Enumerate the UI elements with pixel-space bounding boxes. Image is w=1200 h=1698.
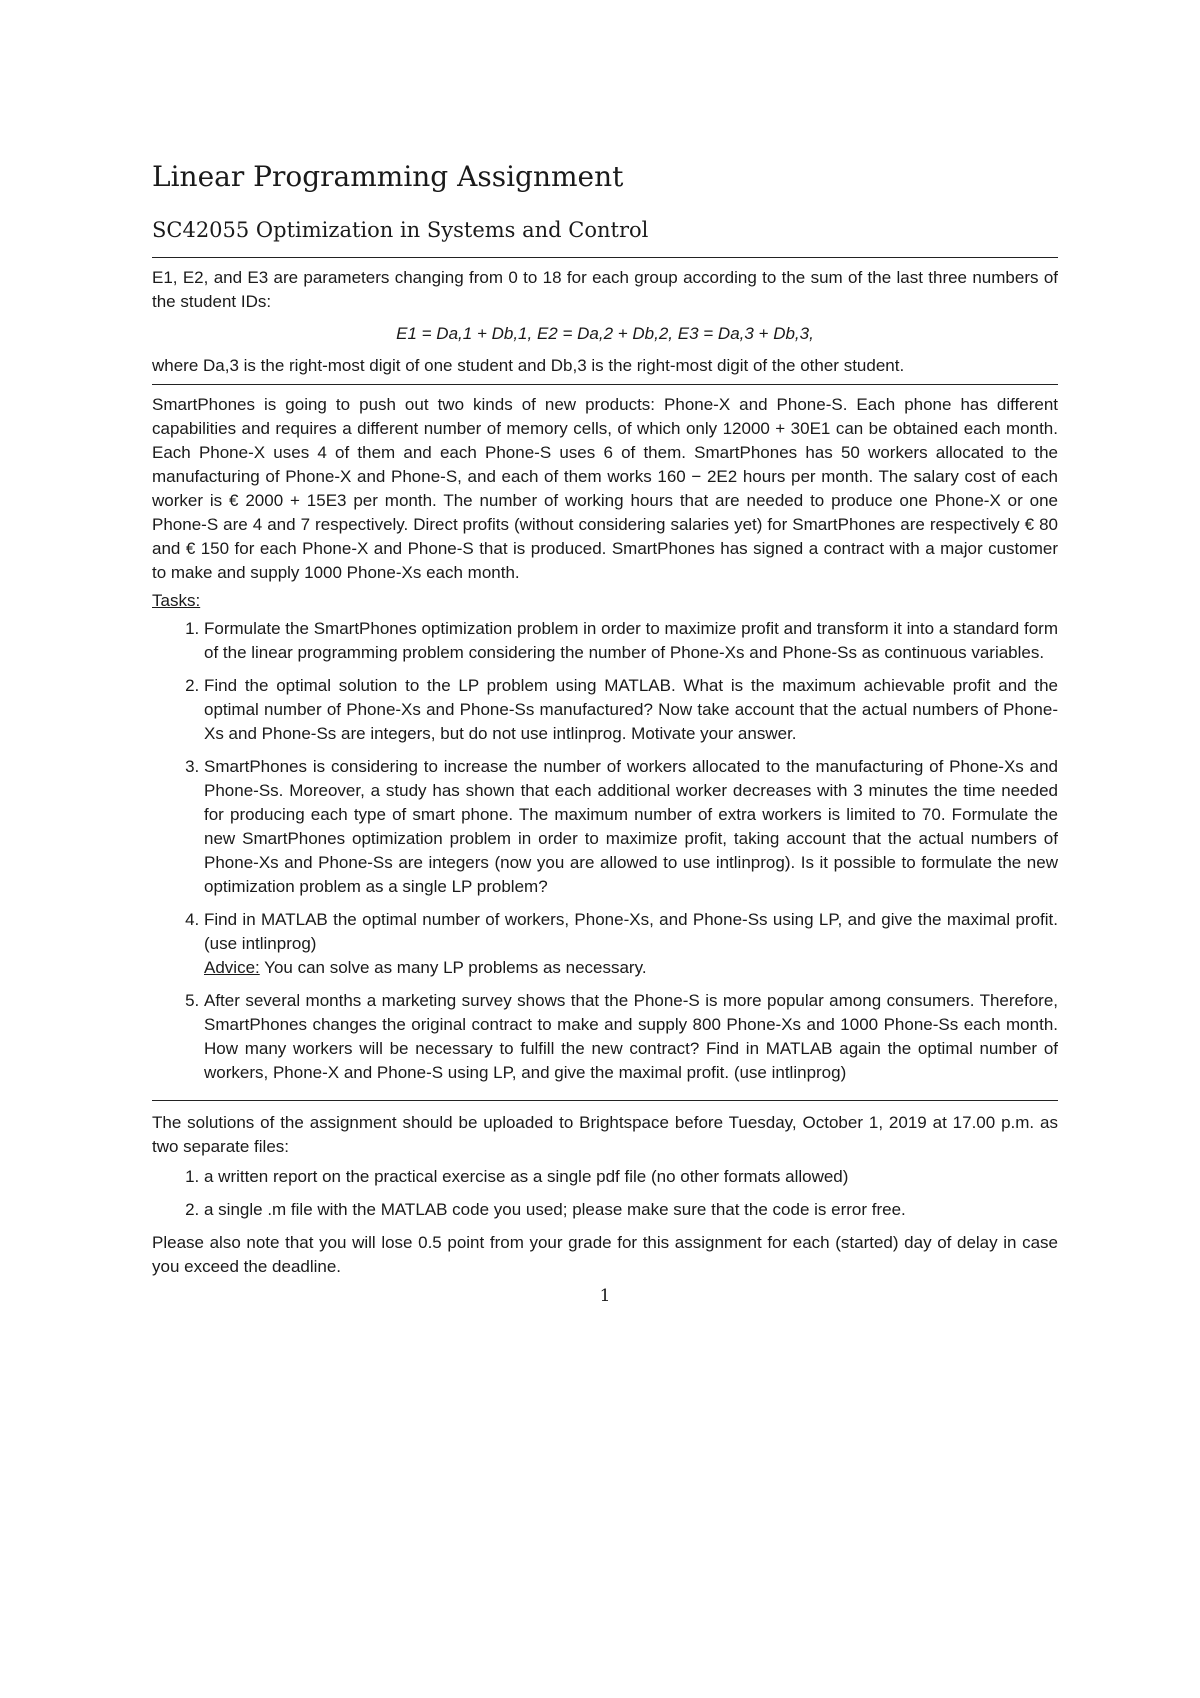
problem-block [152, 385, 1058, 1100]
document-page [152, 160, 1058, 1306]
course-subtitle: SC42055 Optimization in Systems and Control [152, 218, 649, 242]
task-item-4 [204, 908, 1058, 980]
deliverable-text: a single .m file with the MATLAB code you used; please make sure that the code is error free. [204, 1200, 906, 1219]
task-text: SmartPhones is considering to increase the number of workers allocated to the manufacturing of Phone-Xs and Phone-Ss. Moreover, a study has shown that each additional worker decreases with 3 minutes the time needed for producing each type of smart phone. The maximum number of extra workers is limited to 70. Formulate the new SmartPhones optimization problem in order to maximize profit, taking account that the actual numbers of Phone-Xs and Phone-Ss are integers (now you are allowed to use intlinprog). Is it possible to formulate the new optimization problem as a single LP problem? [204, 757, 1058, 896]
parameters-block [152, 258, 1058, 384]
deliverables-list [152, 1165, 1058, 1222]
submission-intro: The solutions of the assignment should be uploaded to Brightspace before Tuesday, October 1, 2019 at 17.00 p.m. as two separate files: [152, 1113, 1058, 1156]
advice-label: Advice: [204, 958, 260, 977]
tasks-list [152, 617, 1058, 1085]
problem-statement: SmartPhones is going to push out two kinds of new products: Phone-X and Phone-S. Each phone has different capabilities and requires a different number of memory cells, of which only 12000 + 30E1 can be obtained each month. Each Phone-X uses 4 of them and each Phone-S uses 6 of them. SmartPhones has 50 workers allocated to the manufacturing of Phone-X and Phone-S, and each of them works 160 − 2E2 hours per month. The salary cost of each worker is € 2000 + 15E3 per month. The number of working hours that are needed to produce one Phone-X or one Phone-S are 4 and 7 respectively. Direct profits (without considering salaries yet) for SmartPhones are respectively € 80 and € 150 for each Phone-X and Phone-S that is produced. SmartPhones has signed a contract with a major customer to make and supply 1000 Phone-Xs each month. [152, 395, 1058, 582]
task-item-5 [204, 989, 1058, 1085]
submission-block [152, 1101, 1058, 1279]
advice-text: You can solve as many LP problems as necessary. [259, 958, 647, 977]
late-penalty-note: Please also note that you will lose 0.5 point from your grade for this assignment for each (started) day of delay in case you exceed the deadline. [152, 1233, 1058, 1276]
task-item-1 [204, 617, 1058, 665]
tasks-heading: Tasks: [152, 591, 201, 610]
document-title: Linear Programming Assignment [152, 160, 624, 193]
task-item-3 [204, 755, 1058, 899]
deliverable-item-1 [204, 1165, 1058, 1189]
task-item-2 [204, 674, 1058, 746]
parameters-intro: E1, E2, and E3 are parameters changing from 0 to 18 for each group according to the sum of the last three numbers of the student IDs: [152, 268, 1058, 311]
parameters-note: where Da,3 is the right-most digit of one student and Db,3 is the right-most digit of the other student. [152, 356, 905, 375]
deliverable-item-2 [204, 1198, 1058, 1222]
deliverable-text: a written report on the practical exercise as a single pdf file (no other formats allowed) [204, 1167, 849, 1186]
task-text: After several months a marketing survey shows that the Phone-S is more popular among consumers. Therefore, SmartPhones changes the original contract to make and supply 800 Phone-Xs and 1000 Phone-Ss each month. How many workers will be necessary to fulfill the new contract? Find in MATLAB again the optimal number of workers, Phone-X and Phone-S using LP, and give the maximal profit. (use intlinprog) [204, 991, 1058, 1082]
parameters-equation: E1 = Da,1 + Db,1, E2 = Da,2 + Db,2, E3 = Da,3 + Db,3, [396, 324, 814, 343]
page-number: 1 [599, 1286, 611, 1306]
task-text: Find the optimal solution to the LP problem using MATLAB. What is the maximum achievable profit and the optimal number of Phone-Xs and Phone-Ss manufactured? Now take account that the actual numbers of Phone-Xs and Phone-Ss are integers, but do not use intlinprog. Motivate your answer. [204, 676, 1058, 743]
task-text: Find in MATLAB the optimal number of workers, Phone-Xs, and Phone-Ss using LP, and give the maximal profit. (use intlinprog) [204, 910, 1058, 953]
task-text: Formulate the SmartPhones optimization problem in order to maximize profit and transform it into a standard form of the linear programming problem considering the number of Phone-Xs and Phone-Ss as continuous variables. [204, 619, 1058, 662]
